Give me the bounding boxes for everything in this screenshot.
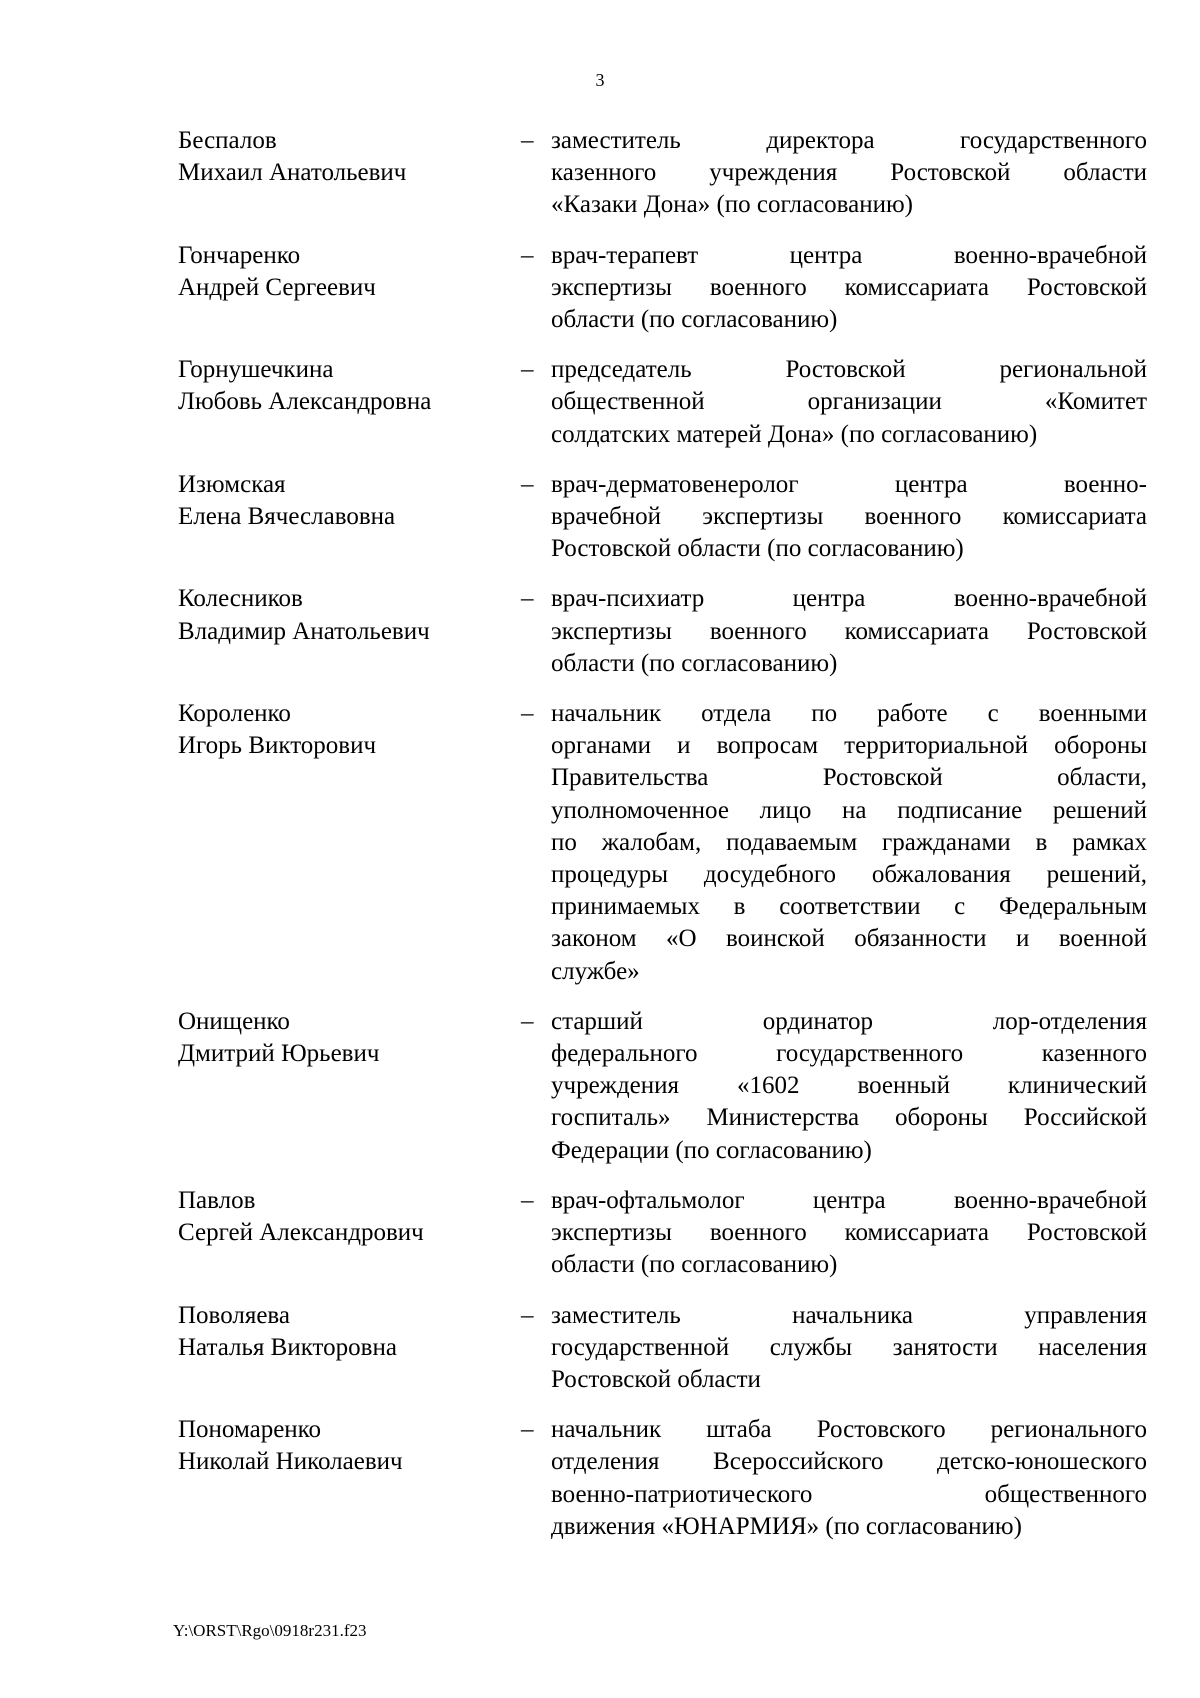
member-surname: Пономаренко <box>178 1416 322 1444</box>
position-line: солдатских матерей Дона» (по согласованию) <box>551 420 1038 448</box>
dash-separator: – <box>521 470 534 498</box>
member-name <box>178 1185 508 1249</box>
member-entry <box>0 1414 1200 1543</box>
member-given-names: Сергей Александрович <box>178 1219 424 1247</box>
member-entry <box>0 125 1200 222</box>
member-entry <box>0 469 1200 566</box>
member-surname: Поволяева <box>178 1301 290 1329</box>
member-given-names: Игорь Викторович <box>178 732 377 760</box>
member-name <box>178 469 508 533</box>
member-position <box>551 1006 1147 1167</box>
member-entry <box>0 583 1200 680</box>
member-position <box>551 469 1147 566</box>
position-line: области (по согласованию) <box>551 649 838 677</box>
member-entry <box>0 240 1200 337</box>
file-path-footer: Y:\ORST\Rgo\0918r231.f23 <box>173 1621 367 1640</box>
position-line: государственной службы занятости населения <box>551 1333 1147 1361</box>
member-given-names: Любовь Александровна <box>178 388 432 416</box>
position-line: заместитель директора государственного <box>551 127 1147 154</box>
position-line: учреждения «1602 военный клинический <box>551 1072 1147 1100</box>
position-line: госпиталь» Министерства обороны Российской <box>551 1104 1147 1132</box>
position-line: председатель Ростовской региональной <box>551 356 1147 384</box>
dash-separator: – <box>521 585 534 613</box>
member-name <box>178 583 508 647</box>
member-surname: Изюмская <box>178 470 286 498</box>
member-surname: Горнушечкина <box>178 356 334 384</box>
dash-separator: – <box>521 1186 534 1214</box>
position-line: врач-терапевт центра военно-врачебной <box>551 241 1147 269</box>
page-number: 3 <box>595 70 605 90</box>
position-line: заместитель начальника управления <box>551 1301 1147 1329</box>
member-given-names: Андрей Сергеевич <box>178 273 376 301</box>
position-line: по жалобам, подаваемым гражданами в рамках <box>551 828 1147 856</box>
position-line: Ростовской области (по согласованию) <box>551 535 964 563</box>
position-line: «Казаки Дона» (по согласованию) <box>551 191 913 219</box>
position-line: экспертизы военного комиссариата Ростовской <box>551 617 1147 645</box>
position-line: врач-офтальмолог центра военно-врачебной <box>551 1186 1147 1214</box>
member-entry <box>0 1006 1200 1167</box>
position-line: уполномоченное лицо на подписание решений <box>551 796 1147 824</box>
member-name <box>178 240 508 304</box>
dash-separator: – <box>521 356 534 384</box>
member-position <box>551 240 1147 337</box>
position-line: органами и вопросам территориальной обороны <box>551 732 1147 760</box>
member-surname: Беспалов <box>178 127 277 154</box>
position-line: принимаемых в соответствии с Федеральным <box>551 893 1147 921</box>
position-line: общественной организации «Комитет <box>551 388 1147 416</box>
member-list <box>0 125 1200 1561</box>
member-entry <box>0 698 1200 988</box>
position-line: врач-дерматовенеролог центра военно- <box>551 470 1147 498</box>
member-surname: Павлов <box>178 1186 256 1214</box>
member-given-names: Елена Вячеславовна <box>178 503 396 531</box>
member-position <box>551 583 1147 680</box>
position-line: военно-патриотического общественного <box>551 1480 1147 1508</box>
member-position <box>551 354 1147 451</box>
member-name <box>178 698 508 762</box>
position-line: области (по согласованию) <box>551 1251 838 1279</box>
member-given-names: Михаил Анатольевич <box>178 159 407 187</box>
position-line: экспертизы военного комиссариата Ростовской <box>551 273 1147 301</box>
member-position <box>551 698 1147 988</box>
position-line: отделения Всероссийского детско-юношеского <box>551 1448 1147 1476</box>
member-entry <box>0 354 1200 451</box>
member-surname: Короленко <box>178 700 291 728</box>
position-line: врачебной экспертизы военного комиссариата <box>551 503 1147 531</box>
position-line: начальник штаба Ростовского регионального <box>551 1416 1147 1444</box>
member-name <box>178 1300 508 1364</box>
position-line: области (по согласованию) <box>551 306 838 334</box>
position-line: Ростовской области <box>551 1365 761 1393</box>
position-line: старший ординатор лор-отделения <box>551 1007 1147 1035</box>
member-position <box>551 125 1147 222</box>
position-line: движения «ЮНАРМИЯ» (по согласованию) <box>551 1512 1022 1540</box>
dash-separator: – <box>521 1416 534 1444</box>
dash-separator: – <box>521 700 534 728</box>
dash-separator: – <box>521 1007 534 1035</box>
member-surname: Колесников <box>178 585 303 613</box>
member-name <box>178 354 508 418</box>
member-entry <box>0 1185 1200 1282</box>
position-line: процедуры досудебного обжалования решений, <box>551 861 1147 889</box>
member-position <box>551 1185 1147 1282</box>
member-given-names: Владимир Анатольевич <box>178 617 430 645</box>
member-given-names: Дмитрий Юрьевич <box>178 1040 380 1068</box>
member-entry <box>0 1300 1200 1397</box>
position-line: начальник отдела по работе с военными <box>551 700 1147 728</box>
position-line: Правительства Ростовской области, <box>551 764 1147 792</box>
position-line: казенного учреждения Ростовской области <box>551 159 1147 187</box>
member-surname: Онищенко <box>178 1007 290 1035</box>
position-line: экспертизы военного комиссариата Ростовской <box>551 1219 1147 1247</box>
position-line: врач-психиатр центра военно-врачебной <box>551 585 1147 613</box>
member-position <box>551 1414 1147 1543</box>
member-surname: Гончаренко <box>178 241 301 269</box>
dash-separator: – <box>521 241 534 269</box>
member-name <box>178 1414 508 1478</box>
member-name <box>178 1006 508 1070</box>
position-line: законом «О воинской обязанности и военной <box>551 925 1147 953</box>
member-name <box>178 125 508 189</box>
member-position <box>551 1300 1147 1397</box>
member-given-names: Наталья Викторовна <box>178 1333 397 1361</box>
position-line: Федерации (по согласованию) <box>551 1136 872 1164</box>
position-line: службе» <box>551 957 640 985</box>
dash-separator: – <box>521 127 534 154</box>
position-line: федерального государственного казенного <box>551 1040 1147 1068</box>
dash-separator: – <box>521 1301 534 1329</box>
member-given-names: Николай Николаевич <box>178 1448 403 1476</box>
